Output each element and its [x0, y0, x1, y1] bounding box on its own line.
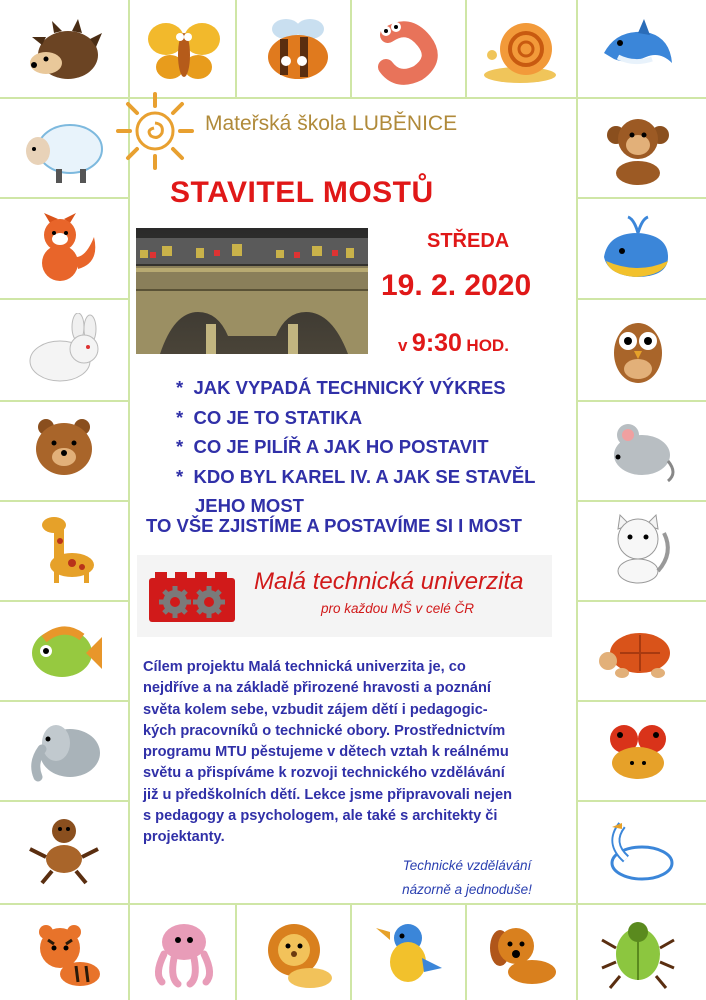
frame-line [576, 298, 706, 300]
frame-line [576, 700, 706, 702]
topic-list [176, 373, 535, 521]
bullet-mark: * [176, 377, 184, 398]
list-item [176, 462, 535, 492]
frame-line [0, 97, 706, 99]
mtu-banner [137, 555, 552, 637]
frame-line [350, 0, 352, 98]
butterfly-icon [138, 12, 230, 90]
topic-summary: TO VŠE ZJISTÍME A POSTAVÍME SI I MOST [146, 515, 522, 536]
project-description: Cílem projektu Malá technická univerzita je, co nejdříve a na základě přirozené hravosti a poznání světa kolem sebe, vzbudit zájem dětí i pedagogic- kých pracovníků o technické obory. Prostřednictvím programu MTU pěstujeme v dětech vztah k reálnému světu a přispíváme k rozvoji technického vzdělávání již u předškolních dětí. Lekce jsme připravovali nejen s pedagogy a psychologem, ale také s architekty či projektanty. [143, 659, 513, 846]
swan-icon [592, 810, 684, 888]
frame-line [0, 903, 706, 905]
fox-icon [18, 210, 110, 288]
school-name: Mateřská škola LUBĚNICE [205, 112, 458, 135]
frame-line [0, 800, 130, 802]
topic-continuation: JEHO MOST [195, 495, 304, 516]
octopus-icon [138, 915, 230, 993]
frame-line [350, 903, 352, 1000]
time-prefix: v [398, 336, 408, 355]
time-suffix: HOD. [466, 336, 509, 355]
mouse-icon [592, 410, 684, 488]
frame-line [576, 400, 706, 402]
list-item [176, 432, 535, 462]
frame-line [0, 700, 130, 702]
cat-icon [592, 510, 684, 588]
elephant-icon [18, 710, 110, 788]
gear-brick-logo-icon [149, 568, 243, 624]
frame-line [576, 600, 706, 602]
topic-text: CO JE TO STATIKA [193, 406, 363, 428]
frame-line [0, 400, 130, 402]
frame-line [0, 298, 130, 300]
page-title: STAVITEL MOSTŮ [170, 176, 434, 209]
beetle-icon [592, 915, 684, 993]
bullet-mark: * [176, 406, 184, 428]
banner-tagline: pro každou MŠ v celé ČR [321, 601, 475, 616]
frame-line [576, 500, 706, 502]
list-item [176, 373, 535, 403]
topic-text: CO JE PILÍŘ A JAK HO POSTAVIT [193, 436, 489, 457]
ant-icon [18, 810, 110, 888]
lego-bridge-photo [136, 228, 368, 354]
turtle-icon [592, 610, 684, 688]
bear-icon [18, 410, 110, 488]
frame-line [235, 0, 237, 98]
frame-line [0, 600, 130, 602]
fish-icon [18, 610, 110, 688]
tiger-icon [18, 915, 110, 993]
owl-icon [592, 310, 684, 388]
frame-line [0, 197, 130, 199]
giraffe-icon [18, 510, 110, 588]
monkey-icon [592, 112, 684, 190]
topic-text: JAK VYPADÁ TECHNICKÝ VÝKRES [193, 377, 506, 398]
rabbit-icon [18, 310, 110, 388]
topic-text: KDO BYL KAREL IV. A JAK SE STAVĚL [193, 465, 536, 487]
worm-icon [362, 12, 454, 90]
slogan-note: Technické vzdělávání názorně a jednoduše! [402, 858, 532, 897]
dolphin-icon [592, 10, 684, 88]
hedgehog-icon [18, 12, 110, 90]
whale-icon [592, 210, 684, 288]
sheep-icon [18, 112, 110, 190]
lion-icon [250, 915, 342, 993]
sun-logo-icon [112, 88, 198, 174]
event-time [398, 329, 509, 358]
frame-line [576, 197, 706, 199]
time-value: 9:30 [411, 329, 462, 357]
bird-icon [362, 915, 454, 993]
event-day: STŘEDA [427, 230, 510, 252]
banner-name: Malá technická univerzita [254, 568, 524, 595]
frame-line [235, 903, 237, 1000]
dog-icon [474, 915, 566, 993]
frame-line [0, 500, 130, 502]
event-date: 19. 2. 2020 [381, 269, 532, 302]
frame-line [465, 0, 467, 98]
frame-line [576, 0, 578, 1000]
snail-icon [474, 12, 566, 90]
ladybug-icon [592, 710, 684, 788]
list-item [176, 403, 535, 433]
frame-line [465, 903, 467, 1000]
bee-icon [250, 12, 342, 90]
bullet-mark: * [176, 465, 184, 487]
bullet-mark: * [176, 436, 184, 457]
frame-line [576, 800, 706, 802]
